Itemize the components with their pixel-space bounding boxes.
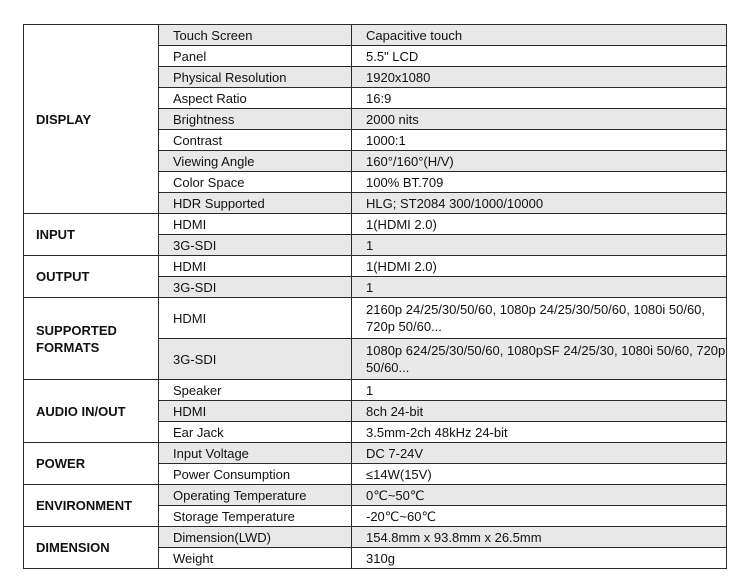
group-label: INPUT xyxy=(24,214,159,256)
spec-parameter: Panel xyxy=(159,46,352,67)
group-label: DISPLAY xyxy=(24,25,159,214)
spec-value: 2160p 24/25/30/50/60, 1080p 24/25/30/50/60, 1080i 50/60, 720p 50/60... xyxy=(352,298,727,339)
spec-parameter: HDMI xyxy=(159,256,352,277)
group-label: ENVIRONMENT xyxy=(24,485,159,527)
spec-table-body xyxy=(24,25,727,569)
spec-parameter: Ear Jack xyxy=(159,422,352,443)
spec-row xyxy=(24,485,727,506)
spec-value: 100% BT.709 xyxy=(352,172,727,193)
group-label: POWER xyxy=(24,443,159,485)
spec-parameter: HDR Supported xyxy=(159,193,352,214)
spec-parameter: Viewing Angle xyxy=(159,151,352,172)
spec-parameter: HDMI xyxy=(159,401,352,422)
spec-value: 5.5" LCD xyxy=(352,46,727,67)
spec-value: -20℃~60℃ xyxy=(352,506,727,527)
spec-parameter: Operating Temperature xyxy=(159,485,352,506)
spec-value: HLG; ST2084 300/1000/10000 xyxy=(352,193,727,214)
spec-value: 1 xyxy=(352,380,727,401)
spec-parameter: Brightness xyxy=(159,109,352,130)
spec-parameter: 3G-SDI xyxy=(159,339,352,380)
spec-value: 2000 nits xyxy=(352,109,727,130)
spec-value: 160°/160°(H/V) xyxy=(352,151,727,172)
spec-parameter: Color Space xyxy=(159,172,352,193)
spec-value: 154.8mm x 93.8mm x 26.5mm xyxy=(352,527,727,548)
spec-value: 1 xyxy=(352,277,727,298)
spec-parameter: Physical Resolution xyxy=(159,67,352,88)
spec-value: 1 xyxy=(352,235,727,256)
spec-parameter: Touch Screen xyxy=(159,25,352,46)
group-label: AUDIO IN/OUT xyxy=(24,380,159,443)
spec-value: 1080p 624/25/30/50/60, 1080pSF 24/25/30, 1080i 50/60, 720p 50/60... xyxy=(352,339,727,380)
spec-value: ≤14W(15V) xyxy=(352,464,727,485)
spec-row xyxy=(24,380,727,401)
spec-row xyxy=(24,256,727,277)
spec-parameter: Storage Temperature xyxy=(159,506,352,527)
spec-parameter: HDMI xyxy=(159,298,352,339)
spec-parameter: 3G-SDI xyxy=(159,277,352,298)
spec-row xyxy=(24,298,727,339)
spec-value: 310g xyxy=(352,548,727,569)
spec-parameter: Power Consumption xyxy=(159,464,352,485)
spec-value: 0℃~50℃ xyxy=(352,485,727,506)
spec-parameter: Contrast xyxy=(159,130,352,151)
spec-value: 16:9 xyxy=(352,88,727,109)
spec-parameter: HDMI xyxy=(159,214,352,235)
group-label: DIMENSION xyxy=(24,527,159,569)
spec-parameter: Weight xyxy=(159,548,352,569)
spec-value: DC 7-24V xyxy=(352,443,727,464)
spec-value: 1(HDMI 2.0) xyxy=(352,256,727,277)
spec-value: 1920x1080 xyxy=(352,67,727,88)
spec-value: 1000:1 xyxy=(352,130,727,151)
spec-parameter: Speaker xyxy=(159,380,352,401)
spec-value: 8ch 24-bit xyxy=(352,401,727,422)
group-label: SUPPORTED FORMATS xyxy=(24,298,159,380)
spec-row xyxy=(24,214,727,235)
spec-value: Capacitive touch xyxy=(352,25,727,46)
spec-row xyxy=(24,443,727,464)
spec-parameter: 3G-SDI xyxy=(159,235,352,256)
spec-parameter: Input Voltage xyxy=(159,443,352,464)
spec-row xyxy=(24,25,727,46)
spec-row xyxy=(24,527,727,548)
spec-value: 1(HDMI 2.0) xyxy=(352,214,727,235)
spec-value: 3.5mm-2ch 48kHz 24-bit xyxy=(352,422,727,443)
group-label: OUTPUT xyxy=(24,256,159,298)
spec-parameter: Aspect Ratio xyxy=(159,88,352,109)
spec-table xyxy=(23,24,727,569)
spec-parameter: Dimension(LWD) xyxy=(159,527,352,548)
